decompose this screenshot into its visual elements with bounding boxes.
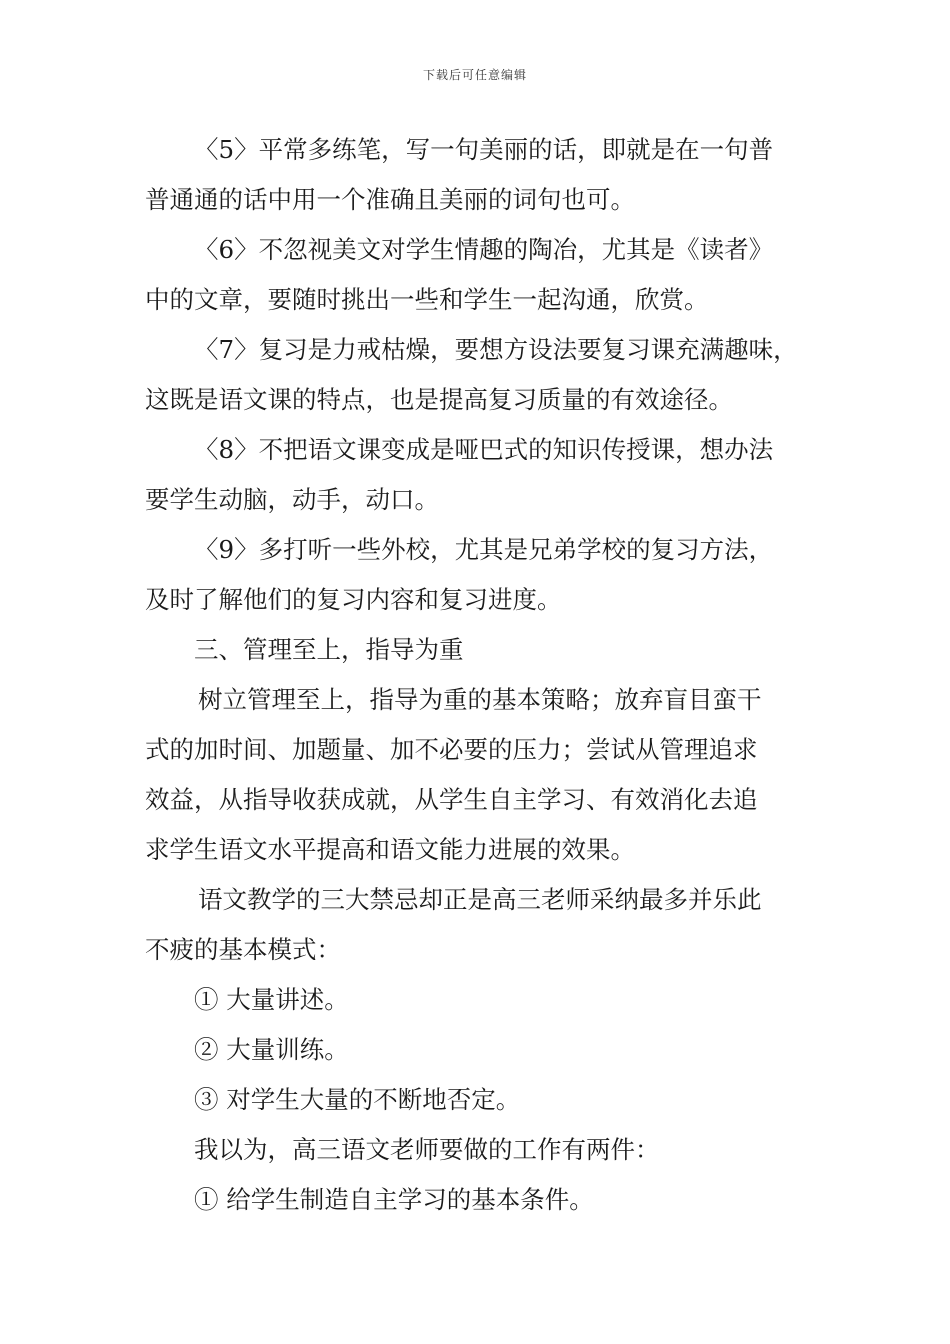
item-8-line-2: 要学生动脑，动手，动口。 [145,485,439,514]
item-6-line-2: 中的文章，要随时挑出一些和学生一起沟通，欣赏。 [145,285,709,314]
taboo-item-3: ③ 对学生大量的不断地否定。 [194,1085,521,1114]
paragraph-2-line-1: 语文教学的三大禁忌却正是高三老师采纳最多并乐此 [198,885,762,914]
item-5-line-2: 普通通的话中用一个准确且美丽的词句也可。 [145,185,635,214]
taboo-item-2: ② 大量训练。 [194,1035,349,1064]
document-body [145,125,825,1225]
item-8-line-1: 〈8〉不把语文课变成是哑巴式的知识传授课，想办法 [194,435,774,464]
paragraph-2-line-2: 不疲的基本模式： [145,935,341,964]
item-6-line-1: 〈6〉不忽视美文对学生情趣的陶冶，尤其是《读者》 [194,235,774,264]
item-9-line-1: 〈9〉多打听一些外校，尤其是兄弟学校的复习方法， [194,535,774,564]
item-7-line-1: 〈7〉复习是力戒枯燥，要想方设法要复习课充满趣味， [194,335,798,364]
paragraph-1-line-2: 式的加时间、加题量、加不必要的压力；尝试从管理追求 [145,735,758,764]
page-header: 下载后可任意编辑 [422,68,527,82]
paragraph-1-line-4: 求学生语文水平提高和语文能力进展的效果。 [145,835,635,864]
item-9-line-2: 及时了解他们的复习内容和复习进度。 [145,585,562,614]
paragraph-1-line-1: 树立管理至上，指导为重的基本策略；放弃盲目蛮干 [198,685,762,714]
item-5-line-1: 〈5〉平常多练笔，写一句美丽的话，即就是在一句普 [194,135,774,164]
taboo-item-1: ① 大量讲述。 [194,985,349,1014]
paragraph-3: 我以为，高三语文老师要做的工作有两件： [194,1135,660,1164]
paragraph-1-line-3: 效益，从指导收获成就，从学生自主学习、有效消化去追 [145,785,758,814]
item-7-line-2: 这既是语文课的特点，也是提高复习质量的有效途径。 [145,385,733,414]
section-heading: 三、管理至上，指导为重 [194,635,464,664]
task-item-1: ① 给学生制造自主学习的基本条件。 [194,1185,594,1214]
